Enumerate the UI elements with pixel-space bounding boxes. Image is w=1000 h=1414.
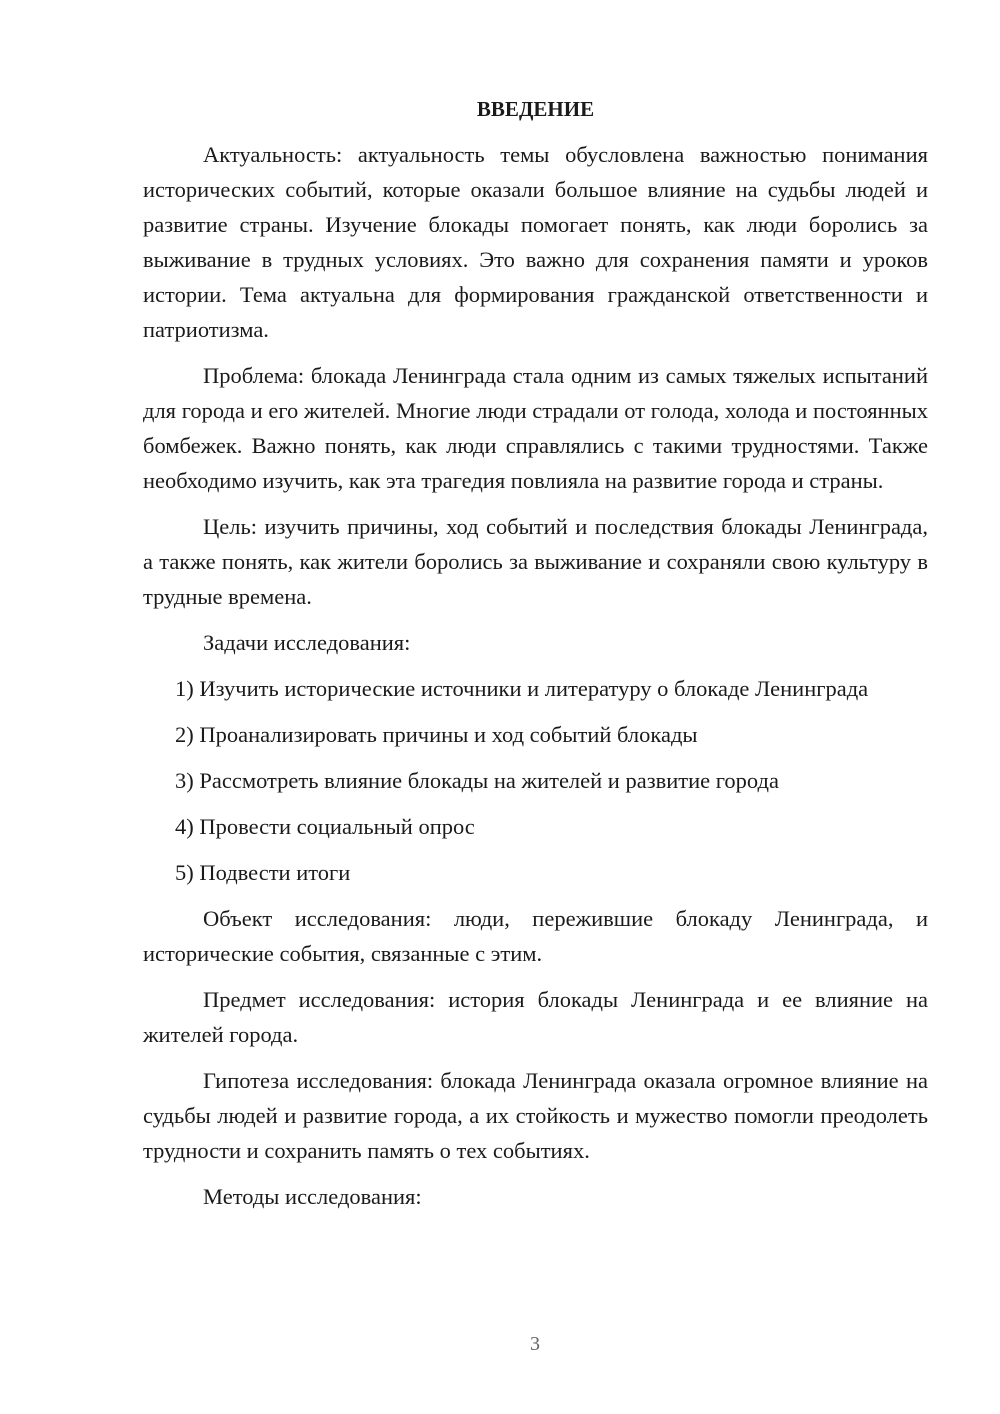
page-number: 3 (530, 1333, 540, 1355)
task-item-4: 4) Провести социальный опрос (175, 814, 475, 839)
object-paragraph: Объект исследования: люди, пережившие блокаду Ленинграда, и исторические события, связанные с этим. (143, 906, 928, 966)
goal-paragraph: Цель: изучить причины, ход событий и последствия блокады Ленинграда, а также понять, как жители боролись за выживание и сохраняли свою культуру в трудные времена. (143, 514, 928, 609)
task-item-5: 5) Подвести итоги (175, 860, 351, 885)
page-content (143, 92, 928, 1225)
subject-paragraph: Предмет исследования: история блокады Ленинграда и ее влияние на жителей города. (143, 987, 928, 1047)
task-item-3: 3) Рассмотреть влияние блокады на жителей и развитие города (175, 768, 779, 793)
relevance-paragraph: Актуальность: актуальность темы обусловлена важностью понимания исторических событий, которые оказали большое влияние на судьбы людей и развитие страны. Изучение блокады помогает понять, как люди боролись за выживание в трудных условиях. Это важно для сохранения памяти и уроков истории. Тема актуальна для формирования гражданской ответственности и патриотизма. (143, 142, 928, 342)
section-heading: ВВЕДЕНИЕ (476, 97, 595, 121)
problem-paragraph: Проблема: блокада Ленинграда стала одним из самых тяжелых испытаний для города и его жителей. Многие люди страдали от голода, холода и постоянных бомбежек. Важно понять, как люди справлялись с такими трудностями. Также необходимо изучить, как эта трагедия повлияла на развитие города и страны. (143, 363, 928, 493)
hypothesis-paragraph: Гипотеза исследования: блокада Ленинграда оказала огромное влияние на судьбы людей и развитие города, а их стойкость и мужество помогли преодолеть трудности и сохранить память о тех событиях. (143, 1068, 928, 1163)
tasks-label: Задачи исследования: (203, 630, 411, 655)
task-item-2: 2) Проанализировать причины и ход событий блокады (175, 722, 698, 747)
task-item-1: 1) Изучить исторические источники и литературу о блокаде Ленинграда (175, 676, 869, 701)
methods-label: Методы исследования: (203, 1184, 422, 1209)
